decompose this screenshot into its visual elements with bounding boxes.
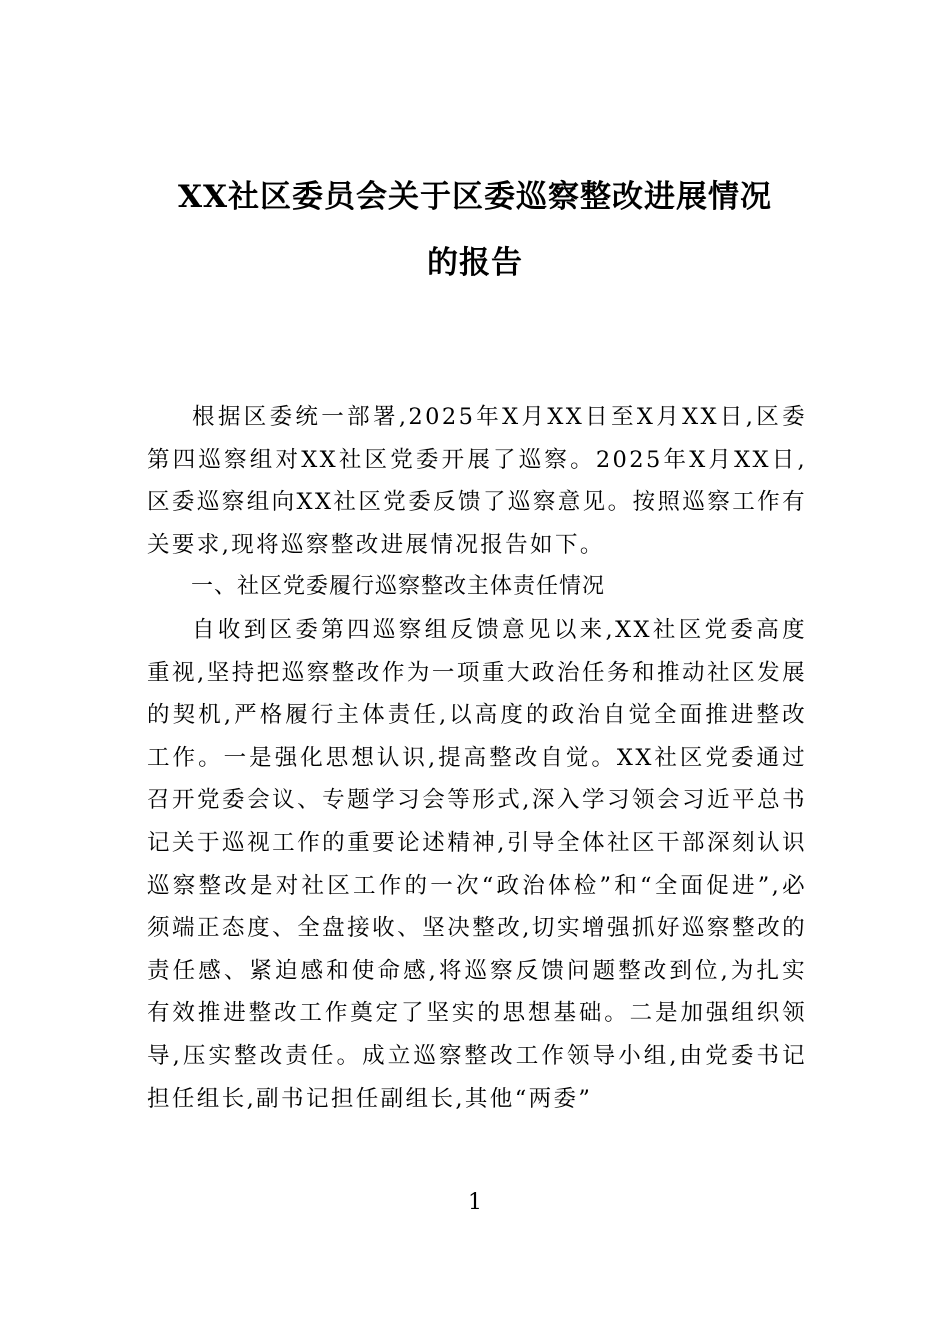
section-1-paragraph: 自收到区委第四巡察组反馈意见以来,XX社区党委高度重视,坚持把巡察整改作为一项重大政治任务和推动社区发展的契机,严格履行主体责任,以高度的政治自觉全面推进整改工作。一是强化思想认识,提高整改自觉。XX社区党委通过召开党委会议、专题学习会等形式,深入学习领会习近平总书记关于巡视工作的重要论述精神,引导全体社区干部深刻认识巡察整改是对社区工作的一次“政治体检”和“全面促进”,必须端正态度、全盘接收、坚决整改,切实增强抓好巡察整改的责任感、紧迫感和使命感,将巡察反馈问题整改到位,为扎实有效推进整改工作奠定了坚实的思想基础。二是加强组织领导,压实整改责任。成立巡察整改工作领导小组,由党委书记担任组长,副书记担任副组长,其他“两委” [147, 616, 807, 1112]
document-body [147, 396, 807, 1120]
title-line-1: XX社区委员会关于区委巡察整改进展情况 [177, 179, 773, 215]
title-line-2: 的报告 [427, 245, 523, 281]
section-heading-1: 一、社区党委履行巡察整改主体责任情况 [191, 574, 606, 600]
page-number: 1 [468, 1190, 482, 1215]
document-title [140, 164, 810, 296]
intro-paragraph: 根据区委统一部署,2025年X月XX日至X月XX日,区委第四巡察组对XX社区党委开展了巡察。2025年X月XX日,区委巡察组向XX社区党委反馈了巡察意见。按照巡察工作有关要求,现将巡察整改进展情况报告如下。 [147, 404, 807, 558]
